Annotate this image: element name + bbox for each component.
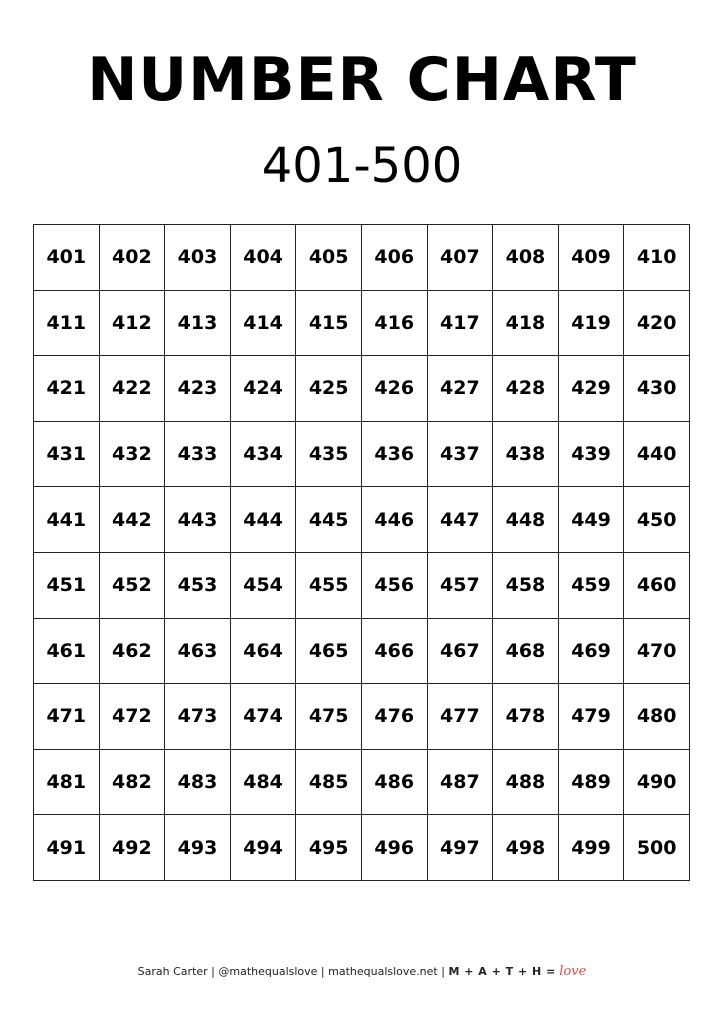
grid-cell: 481 [34, 749, 100, 815]
grid-cell: 456 [361, 552, 427, 618]
grid-cell: 450 [624, 487, 690, 553]
grid-cell: 416 [361, 290, 427, 356]
grid-cell: 463 [165, 618, 231, 684]
grid-cell: 482 [99, 749, 165, 815]
grid-cell: 471 [34, 684, 100, 750]
grid-cell: 444 [230, 487, 296, 553]
grid-row [34, 421, 690, 487]
grid-cell: 455 [296, 552, 362, 618]
grid-cell: 404 [230, 225, 296, 291]
grid-cell: 442 [99, 487, 165, 553]
grid-cell: 467 [427, 618, 493, 684]
page-title: NUMBER CHART [87, 45, 637, 115]
grid-cell: 437 [427, 421, 493, 487]
grid-cell: 464 [230, 618, 296, 684]
grid-cell: 427 [427, 356, 493, 422]
footer [0, 963, 724, 981]
grid-cell: 428 [493, 356, 559, 422]
grid-cell: 434 [230, 421, 296, 487]
grid-cell: 473 [165, 684, 231, 750]
grid-cell: 478 [493, 684, 559, 750]
grid-cell: 436 [361, 421, 427, 487]
grid-cell: 410 [624, 225, 690, 291]
grid-cell: 401 [34, 225, 100, 291]
grid-cell: 460 [624, 552, 690, 618]
grid-cell: 477 [427, 684, 493, 750]
grid-cell: 494 [230, 815, 296, 881]
grid-cell: 446 [361, 487, 427, 553]
grid-cell: 425 [296, 356, 362, 422]
grid-row [34, 552, 690, 618]
grid-cell: 458 [493, 552, 559, 618]
grid-cell: 448 [493, 487, 559, 553]
grid-cell: 491 [34, 815, 100, 881]
grid-row [34, 749, 690, 815]
grid-row [34, 815, 690, 881]
grid-cell: 440 [624, 421, 690, 487]
grid-cell: 441 [34, 487, 100, 553]
grid-cell: 422 [99, 356, 165, 422]
grid-cell: 453 [165, 552, 231, 618]
grid-cell: 424 [230, 356, 296, 422]
grid-cell: 472 [99, 684, 165, 750]
grid-cell: 486 [361, 749, 427, 815]
grid-cell: 500 [624, 815, 690, 881]
number-grid-body [34, 225, 690, 881]
grid-cell: 415 [296, 290, 362, 356]
grid-cell: 432 [99, 421, 165, 487]
grid-cell: 443 [165, 487, 231, 553]
grid-cell: 479 [558, 684, 624, 750]
grid-cell: 426 [361, 356, 427, 422]
grid-cell: 484 [230, 749, 296, 815]
footer-brand: M + A + T + H = [448, 965, 556, 978]
grid-cell: 405 [296, 225, 362, 291]
grid-cell: 462 [99, 618, 165, 684]
grid-cell: 492 [99, 815, 165, 881]
grid-cell: 457 [427, 552, 493, 618]
grid-cell: 493 [165, 815, 231, 881]
grid-cell: 435 [296, 421, 362, 487]
grid-cell: 480 [624, 684, 690, 750]
grid-cell: 470 [624, 618, 690, 684]
page-subtitle: 401-500 [261, 138, 463, 194]
grid-cell: 483 [165, 749, 231, 815]
grid-cell: 418 [493, 290, 559, 356]
grid-cell: 468 [493, 618, 559, 684]
grid-cell: 419 [558, 290, 624, 356]
grid-cell: 438 [493, 421, 559, 487]
grid-cell: 431 [34, 421, 100, 487]
grid-cell: 490 [624, 749, 690, 815]
grid-cell: 452 [99, 552, 165, 618]
grid-cell: 420 [624, 290, 690, 356]
grid-row [34, 225, 690, 291]
grid-cell: 447 [427, 487, 493, 553]
grid-cell: 408 [493, 225, 559, 291]
footer-brand-love: love [559, 964, 587, 979]
grid-cell: 433 [165, 421, 231, 487]
grid-cell: 498 [493, 815, 559, 881]
grid-cell: 429 [558, 356, 624, 422]
grid-cell: 465 [296, 618, 362, 684]
grid-cell: 459 [558, 552, 624, 618]
grid-cell: 488 [493, 749, 559, 815]
grid-cell: 413 [165, 290, 231, 356]
grid-cell: 485 [296, 749, 362, 815]
grid-cell: 454 [230, 552, 296, 618]
grid-cell: 430 [624, 356, 690, 422]
grid-cell: 475 [296, 684, 362, 750]
grid-cell: 409 [558, 225, 624, 291]
grid-cell: 402 [99, 225, 165, 291]
grid-row [34, 487, 690, 553]
grid-cell: 476 [361, 684, 427, 750]
grid-cell: 421 [34, 356, 100, 422]
grid-cell: 496 [361, 815, 427, 881]
grid-cell: 417 [427, 290, 493, 356]
grid-cell: 451 [34, 552, 100, 618]
grid-row [34, 618, 690, 684]
grid-cell: 423 [165, 356, 231, 422]
grid-cell: 411 [34, 290, 100, 356]
grid-cell: 412 [99, 290, 165, 356]
grid-cell: 449 [558, 487, 624, 553]
grid-cell: 495 [296, 815, 362, 881]
grid-cell: 403 [165, 225, 231, 291]
grid-row [34, 684, 690, 750]
grid-row [34, 290, 690, 356]
footer-credit: Sarah Carter | @mathequalslove | mathequalslove.net | [137, 965, 445, 978]
grid-cell: 439 [558, 421, 624, 487]
grid-cell: 445 [296, 487, 362, 553]
grid-cell: 407 [427, 225, 493, 291]
grid-cell: 466 [361, 618, 427, 684]
grid-cell: 499 [558, 815, 624, 881]
grid-cell: 414 [230, 290, 296, 356]
grid-cell: 474 [230, 684, 296, 750]
grid-cell: 487 [427, 749, 493, 815]
grid-cell: 461 [34, 618, 100, 684]
grid-cell: 489 [558, 749, 624, 815]
grid-row [34, 356, 690, 422]
number-grid [33, 224, 690, 881]
grid-cell: 406 [361, 225, 427, 291]
grid-cell: 469 [558, 618, 624, 684]
grid-cell: 497 [427, 815, 493, 881]
